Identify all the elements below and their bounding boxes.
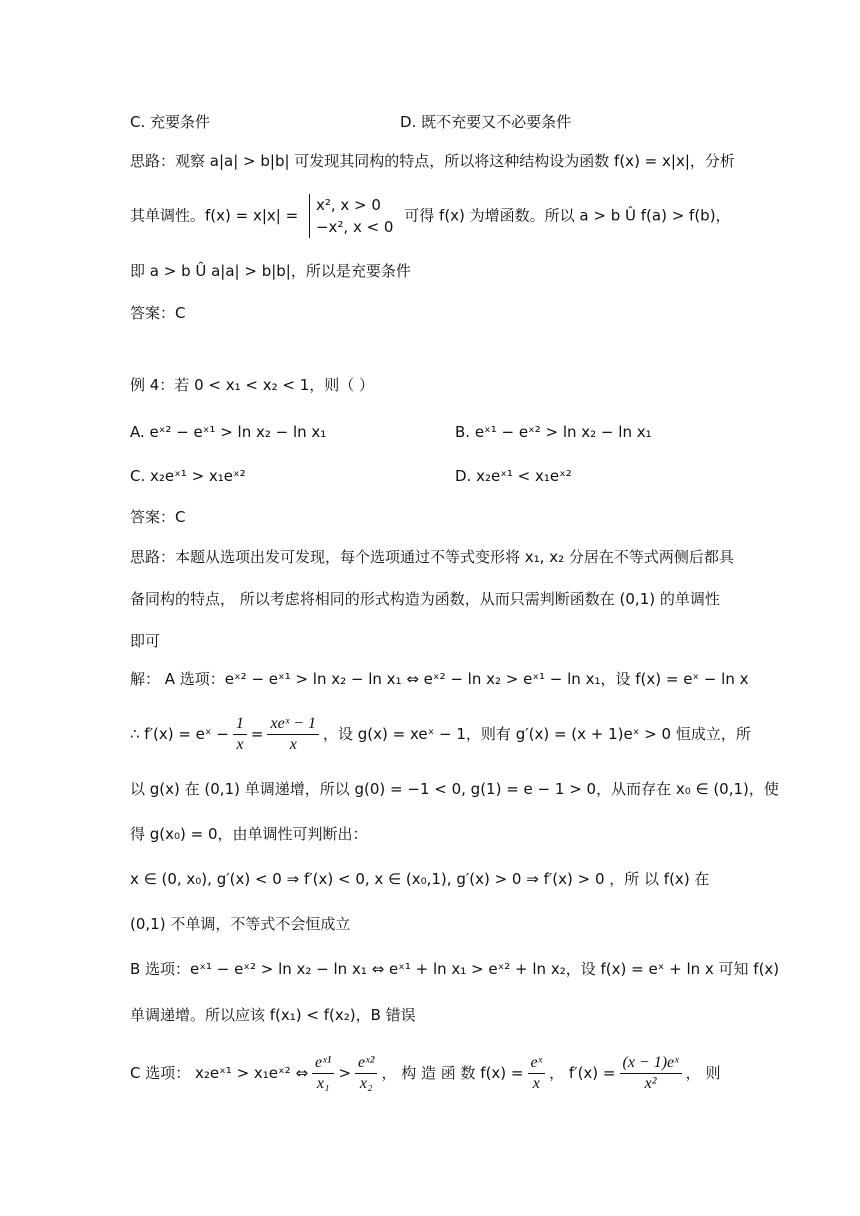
fraction-numerator: eˣ: [528, 1053, 546, 1074]
solution-a-line-1: 解： A 选项：eˣ² − eˣ¹ > ln x₂ − ln x₁ ⇔ eˣ² − ln x₂ > eˣ¹ − ln x₁，设 f(x) = eˣ − ln x: [130, 670, 749, 688]
example-option-a: A. eˣ² − eˣ¹ > ln x₂ − ln x₁: [130, 423, 327, 441]
example-option-d: D. x₂eˣ¹ < x₁eˣ²: [455, 467, 572, 485]
idea-line-1: 思路：本题从选项出发可发现，每个选项通过不等式变形将 x₁, x₂ 分居在不等式两侧后都具: [130, 548, 734, 566]
solution-a-line-5: x ∈ (0, x₀), g′(x) < 0 ⇒ f′(x) < 0, x ∈ (x₀,1), g′(x) > 0 ⇒ f′(x) > 0 ，所 以 f(x) 在: [130, 870, 710, 888]
analysis-line-2-start: 其单调性。f(x) = x|x| =: [130, 206, 299, 225]
fraction-derivative-c: [620, 1053, 682, 1094]
solution-a-line-3: 以 g(x) 在 (0,1) 单调递增，所以 g(0) = −1 < 0, g(1) = e − 1 > 0，从而存在 x₀ ∈ (0,1)，使: [130, 780, 779, 798]
analysis-line-2-end: 可得 f(x) 为增函数。所以 a > b Û f(a) > f(b)，: [404, 206, 731, 225]
solution-b-line-1: B 选项：eˣ¹ − eˣ² > ln x₂ − ln x₁ ⇔ eˣ¹ + ln x₁ > eˣ² + ln x₂，设 f(x) = eˣ + ln x 可知 f(x): [130, 960, 780, 978]
fraction-denominator: x²: [644, 1074, 657, 1092]
solution-c-line-1: [130, 1048, 720, 1098]
solution-b-line-2: 单调递增。所以应该 f(x₁) < f(x₂)，B 错误: [130, 1006, 416, 1024]
piecewise-function: [309, 194, 394, 238]
solution-c-end: ， 则: [685, 1064, 721, 1082]
fraction-denominator: x: [236, 735, 244, 753]
derivative-label: ， f′(x) =: [549, 1064, 616, 1082]
fraction-ex2-over-x2: [355, 1053, 377, 1094]
fraction-numerator: eˣ²: [355, 1053, 377, 1074]
idea-line-3: 即可: [130, 632, 161, 650]
fraction-denominator: x₂: [359, 1074, 373, 1092]
answer-label-2: 答案：C: [130, 508, 186, 526]
analysis-line-2: [130, 194, 731, 244]
construct-function-text: ， 构 造 函 数 f(x) =: [381, 1064, 524, 1082]
example-option-c: C. x₂eˣ¹ > x₁eˣ²: [130, 467, 246, 485]
option-d-text: D. 既不充要又不必要条件: [400, 113, 572, 131]
example-4-title: 例 4：若 0 < x₁ < x₂ < 1，则（ ）: [130, 376, 375, 394]
derivative-end: ，设 g(x) = xeˣ − 1，则有 g′(x) = (x + 1)eˣ > 0 恒成立，所: [323, 725, 751, 743]
derivative-start: ∴ f′(x) = eˣ −: [130, 725, 229, 743]
fraction-ex1-over-x1: [312, 1053, 334, 1094]
greater-sign: >: [338, 1064, 352, 1082]
piecewise-case-2: −x², x < 0: [315, 218, 394, 236]
fraction-derivative: [267, 714, 319, 755]
analysis-line-3: 即 a > b Û a|a| > b|b|，所以是充要条件: [130, 262, 411, 280]
fraction-denominator: x₁: [316, 1074, 330, 1092]
answer-label-1: 答案：C: [130, 304, 186, 322]
solution-a-line-4: 得 g(x₀) = 0，由单调性可判断出：: [130, 825, 368, 843]
option-c-text: C. 充要条件: [130, 113, 211, 131]
solution-c-start: C 选项： x₂eˣ¹ > x₁eˣ² ⇔: [130, 1064, 309, 1082]
fraction-ex-over-x: [528, 1053, 546, 1094]
fraction-numerator: eˣ¹: [312, 1053, 334, 1074]
analysis-line-1: 思路：观察 a|a| > b|b| 可发现其同构的特点，所以将这种结构设为函数 f(x) = x|x|，分析: [130, 152, 735, 170]
fraction-denominator: x: [532, 1074, 540, 1092]
fraction-numerator: xeˣ − 1: [267, 714, 319, 735]
idea-line-2: 备同构的特点， 所以考虑将相同的形式构造为函数，从而只需判断函数在 (0,1) 的单调性: [130, 590, 720, 608]
fraction-one-over-x: [233, 714, 247, 755]
equals-sign: =: [250, 725, 264, 743]
example-option-b: B. eˣ¹ − eˣ² > ln x₂ − ln x₁: [455, 423, 652, 441]
fraction-numerator: (x − 1)eˣ: [620, 1053, 682, 1074]
solution-a-line-2: [130, 710, 751, 758]
fraction-numerator: 1: [233, 714, 247, 735]
fraction-denominator: x: [289, 735, 297, 753]
piecewise-case-1: x², x > 0: [315, 196, 381, 214]
solution-a-line-6: (0,1) 不单调，不等式不会恒成立: [130, 915, 351, 933]
